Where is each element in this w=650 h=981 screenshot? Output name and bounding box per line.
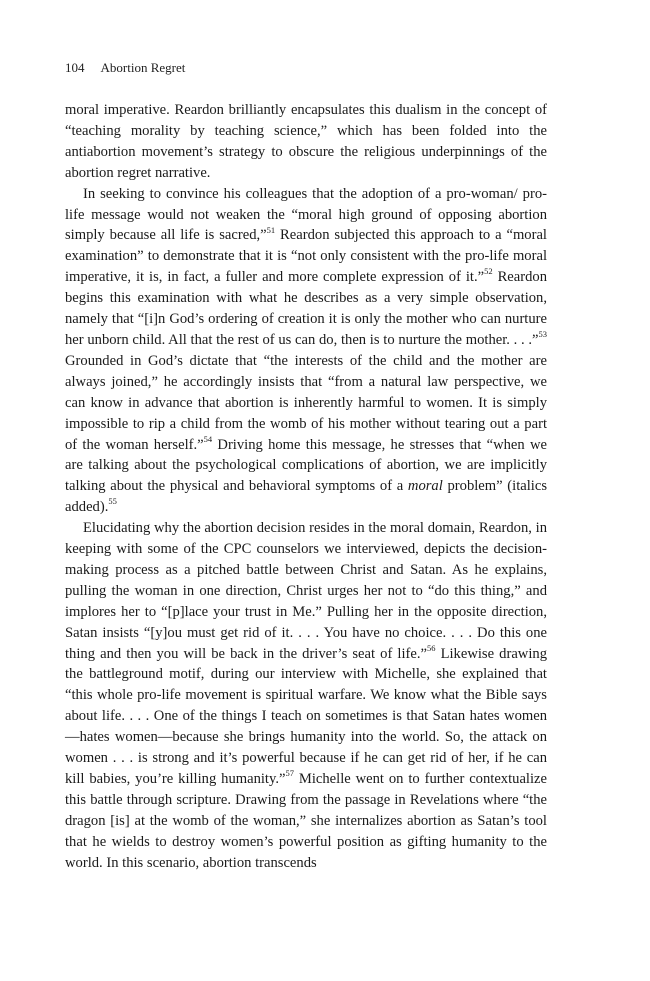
running-title: Abortion Regret: [100, 60, 186, 75]
italic-text: moral: [407, 478, 443, 495]
body-text: [65, 100, 547, 874]
paragraph: [65, 100, 547, 184]
footnote-ref: 52: [484, 266, 493, 277]
footnote-ref: 57: [285, 768, 294, 779]
paragraph: [65, 184, 547, 519]
text-run: Reardon subjected this approach to a “moral examination” to demonstrate that it is “not only consistent with the pro-life moral imperative, it is, in fact, a fuller and more complete expression of it.”: [65, 227, 547, 286]
text-run: Grounded in God’s dictate that “the interests of the child and the mother are always joined,” he accordingly insists that “from a natural law perspective, we can know in advance that abortion is inherently harmful to women. It is simply impossible to rip a child from the womb of his mother without tearing out a part of the woman herself.”: [65, 352, 547, 453]
text-run: Michelle went on to further contextualize this battle through scripture. Drawing from the passage in Revelations where “the dragon [is] at the womb of the woman,” she internalizes abortion as Satan’s tool that he wields to destroy women’s powerful position as gifting humanity to the world. In this scenario, abortion transcends: [65, 771, 547, 871]
text-run: Driving home this message, he stresses that “when we are talking about the psychological complications of abortion, we are implicitly talking about the physical and behavioral symptoms of a: [65, 436, 547, 495]
book-page: [65, 60, 547, 874]
running-head: [65, 60, 547, 76]
page-number: 104: [65, 60, 85, 75]
text-run: Likewise drawing the battleground motif, during our interview with Michelle, she explained that “this whole pro-life movement is spiritual warfare. We know what the Bible says about life. . . . One of the things I teach on sometimes is that Satan hates women—hates women—because she brings humanity into the world. So, the attack on women . . . is strong and it’s powerful because if he can get rid of her, if he can kill babies, you’re killing humanity.”: [65, 645, 547, 787]
text-run: moral imperative. Reardon brilliantly encapsulates this dualism in the concept of “teaching morality by teaching science,” which has been folded into the antiabortion movement’s strategy to obscure the religious underpinnings of the abortion regret narrative.: [65, 102, 547, 181]
text-run: Reardon begins this examination with what he describes as a very simple observation, namely that “[i]n God’s ordering of creation it is only the mother who can nurture her unborn child. All that the rest of us can do, then is to nurture the mother. . . .”: [65, 269, 548, 348]
footnote-ref: 56: [426, 642, 436, 653]
footnote-ref: 51: [266, 224, 276, 235]
paragraph: [65, 518, 547, 873]
footnote-ref: 54: [203, 433, 213, 444]
text-run: problem” (italics added).: [65, 478, 547, 516]
text-run: In seeking to convince his colleagues that the adoption of a pro-woman/ pro-life message would not weaken the “moral high ground of opposing abortion simply because all life is sacred,”: [65, 185, 547, 244]
footnote-ref: 55: [108, 496, 117, 507]
footnote-ref: 53: [538, 329, 547, 340]
text-run: Elucidating why the abortion decision resides in the moral domain, Reardon, in keeping with some of the CPC counselors we interviewed, depicts the decision-making process as a pitched battle between Christ and Satan. As he explains, pulling the woman in one direction, Christ urges her not to “do this thing,” and implores her to “[p]lace your trust in Me.” Pulling her in the opposite direction, Satan insists “[y]ou must get rid of it. . . . You have no choice. . . . Do this one thing and then you will be back in the driver’s seat of life.”: [65, 520, 547, 662]
